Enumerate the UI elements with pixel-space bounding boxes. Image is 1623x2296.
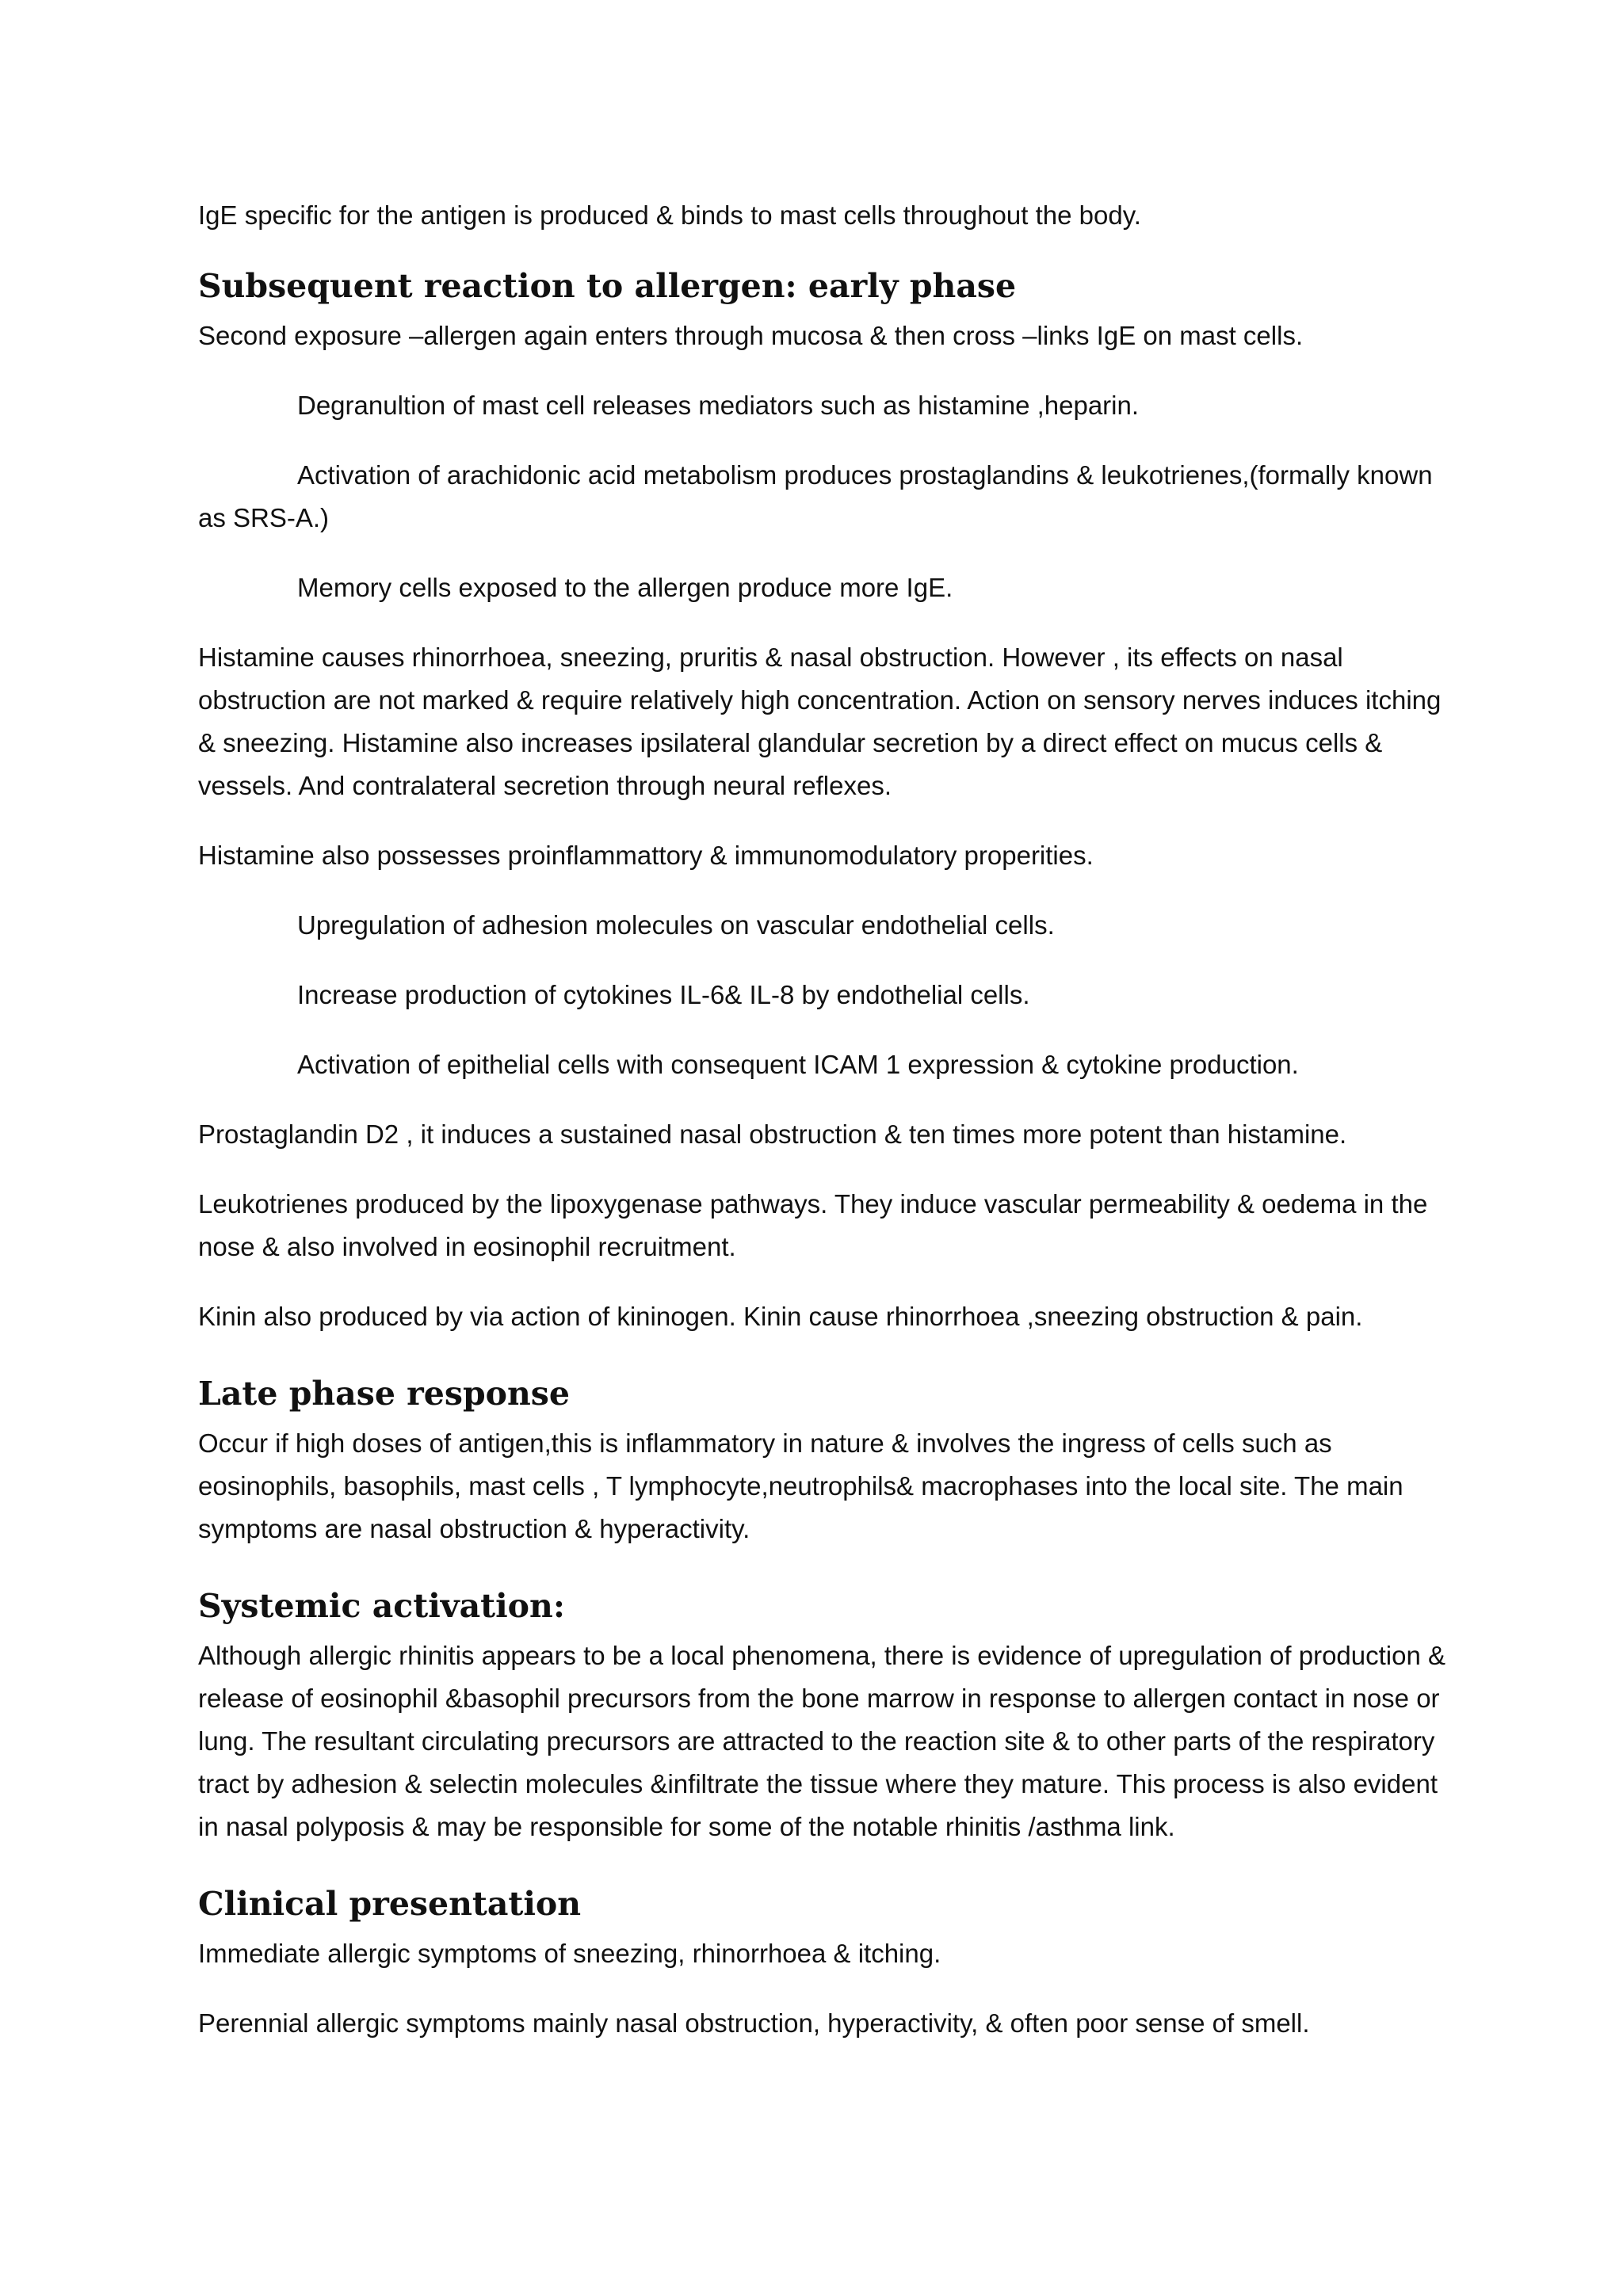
- heading-clinical-presentation: Clinical presentation: [198, 1885, 582, 1923]
- document-page: [198, 194, 1450, 2072]
- paragraph-prostaglandin: Prostaglandin D2 , it induces a sustained nasal obstruction & ten times more potent than histamine.: [198, 1119, 1347, 1149]
- paragraph-second-exposure: Second exposure –allergen again enters through mucosa & then cross –links IgE on mast cells.: [198, 321, 1304, 350]
- paragraph-ige-production: IgE specific for the antigen is produced & binds to mast cells throughout the body.: [198, 200, 1141, 230]
- paragraph-systemic-activation: Although allergic rhinitis appears to be a local phenomena, there is evidence of upregulation of production & release of eosinophil &basophil precursors from the bone marrow in response to allergen contact in nose or lung. The resultant circulating precursors are attracted to the reaction site & to other parts of the respiratory tract by adhesion & selectin molecules &infiltrate the tissue where they mature. This process is also evident in nasal polyposis & may be responsible for some of the notable rhinitis /asthma link.: [198, 1641, 1446, 1841]
- paragraph-degranulation: Degranultion of mast cell releases mediators such as histamine ,heparin.: [297, 391, 1140, 420]
- heading-late-phase: Late phase response: [198, 1375, 570, 1413]
- paragraph-histamine-properties: Histamine also possesses proinflammattory & immunomodulatory properities.: [198, 841, 1094, 870]
- heading-early-phase: Subsequent reaction to allergen: early phase: [198, 267, 1017, 305]
- paragraph-kinin: Kinin also produced by via action of kininogen. Kinin cause rhinorrhoea ,sneezing obstruction & pain.: [198, 1302, 1363, 1331]
- paragraph-late-phase: Occur if high doses of antigen,this is inflammatory in nature & involves the ingress of cells such as eosinophils, basophils, mast cells , T lymphocyte,neutrophils& macrophases into the local site. The main symptoms are nasal obstruction & hyperactivity.: [198, 1428, 1403, 1543]
- heading-systemic-activation: Systemic activation:: [198, 1587, 565, 1625]
- paragraph-epithelial-activation: Activation of epithelial cells with consequent ICAM 1 expression & cytokine production.: [297, 1050, 1299, 1079]
- paragraph-immediate-symptoms: Immediate allergic symptoms of sneezing, rhinorrhoea & itching.: [198, 1939, 941, 1968]
- paragraph-leukotrienes: Leukotrienes produced by the lipoxygenase pathways. They induce vascular permeability & oedema in the nose & also involved in eosinophil recruitment.: [198, 1189, 1428, 1261]
- paragraph-cytokines: Increase production of cytokines IL-6& IL-8 by endothelial cells.: [297, 980, 1030, 1009]
- paragraph-perennial-symptoms: Perennial allergic symptoms mainly nasal obstruction, hyperactivity, & often poor sense of smell.: [198, 2008, 1310, 2038]
- paragraph-arachidonic-acid: Activation of arachidonic acid metabolism produces prostaglandins & leukotrienes,(formally known as SRS-A.): [198, 460, 1433, 532]
- paragraph-adhesion-molecules: Upregulation of adhesion molecules on vascular endothelial cells.: [297, 910, 1055, 940]
- paragraph-memory-cells: Memory cells exposed to the allergen produce more IgE.: [297, 573, 953, 602]
- paragraph-histamine-effects: Histamine causes rhinorrhoea, sneezing, pruritis & nasal obstruction. However , its effects on nasal obstruction are not marked & require relatively high concentration. Action on sensory nerves induces itching & sneezing. Histamine also increases ipsilateral glandular secretion by a direct effect on mucus cells & vessels. And contralateral secretion through neural reflexes.: [198, 643, 1442, 800]
